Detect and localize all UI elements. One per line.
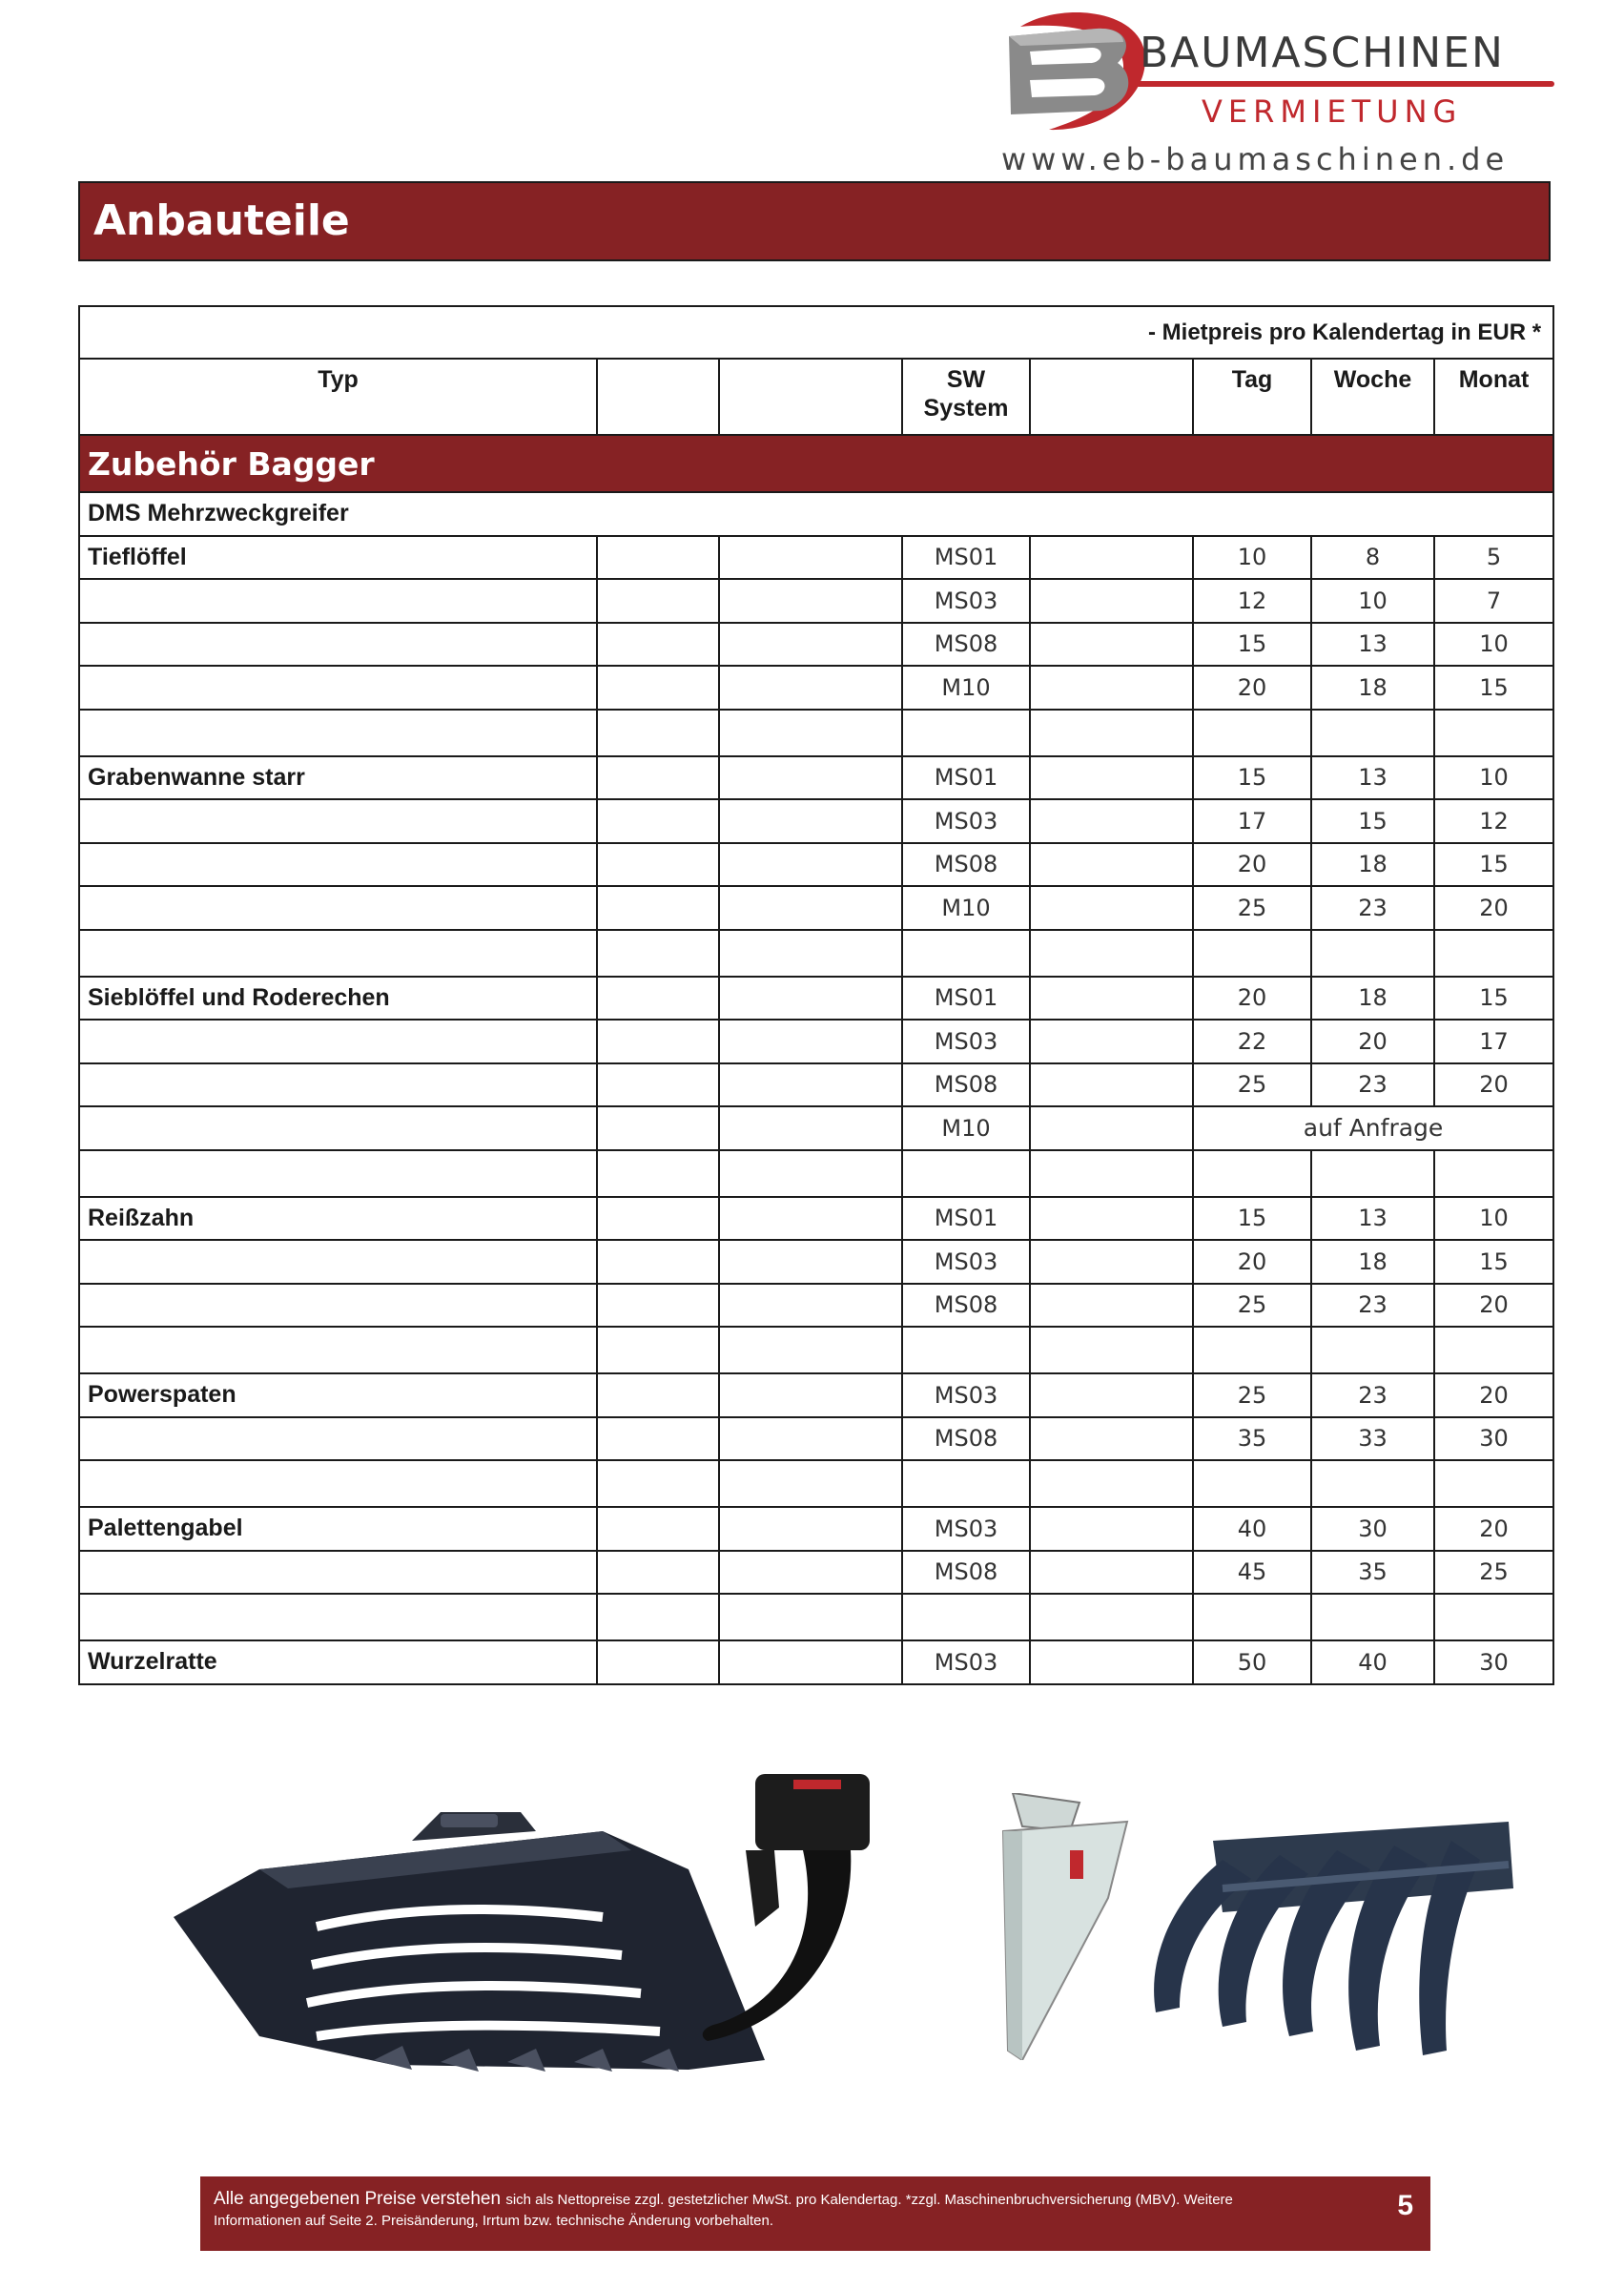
cell-empty: [597, 1640, 719, 1684]
cell-system: [902, 710, 1030, 756]
cell-empty: [597, 1551, 719, 1595]
cell-price-woche: [1311, 1327, 1434, 1373]
cell-empty: [1030, 536, 1193, 580]
cell-empty: [597, 1327, 719, 1373]
table-row: [79, 756, 1553, 800]
table-row-spacer: [79, 1327, 1553, 1373]
cell-price-monat: 10: [1434, 623, 1553, 667]
cell-empty: [719, 1507, 902, 1551]
cell-price-woche: 35: [1311, 1551, 1434, 1595]
cell-type: [79, 1063, 597, 1107]
cell-empty: [719, 1284, 902, 1328]
cell-empty: [719, 666, 902, 710]
company-logo: [992, 8, 1564, 175]
cell-system: MS08: [902, 1063, 1030, 1107]
brand-name-top: BAUMASCHINEN: [1140, 29, 1505, 77]
cell-type: [79, 1106, 597, 1150]
cell-price-woche: [1311, 1150, 1434, 1197]
cell-system: MS03: [902, 799, 1030, 843]
cell-empty: [1030, 977, 1193, 1021]
cell-price-tag: 20: [1193, 666, 1311, 710]
cell-empty: [597, 1460, 719, 1507]
cell-empty: [719, 623, 902, 667]
cell-empty: [719, 1640, 902, 1684]
cell-price-tag: 45: [1193, 1551, 1311, 1595]
cell-type: Powerspaten: [79, 1373, 597, 1417]
cell-empty: [1030, 930, 1193, 977]
cell-empty: [1030, 1417, 1193, 1461]
table-row: [79, 843, 1553, 887]
cell-empty: [597, 886, 719, 930]
cell-empty: [597, 1197, 719, 1241]
cell-system: M10: [902, 1106, 1030, 1150]
cell-system: M10: [902, 666, 1030, 710]
cell-empty: [719, 977, 902, 1021]
cell-empty: [597, 1020, 719, 1063]
cell-type: [79, 579, 597, 623]
cell-empty: [597, 977, 719, 1021]
cell-price-woche: 20: [1311, 1020, 1434, 1063]
cell-price-monat: 20: [1434, 1507, 1553, 1551]
cell-price-monat: 20: [1434, 1373, 1553, 1417]
cell-empty: [719, 1594, 902, 1640]
header-woche: Woche: [1311, 359, 1434, 435]
cell-empty: [719, 1417, 902, 1461]
cell-system: MS08: [902, 623, 1030, 667]
table-row: [79, 623, 1553, 667]
cell-price-woche: 10: [1311, 579, 1434, 623]
section-row: [79, 435, 1553, 492]
cell-system: MS01: [902, 977, 1030, 1021]
cell-price-tag: 20: [1193, 843, 1311, 887]
cell-price-monat: 15: [1434, 666, 1553, 710]
section-title: Zubehör Bagger: [79, 435, 1553, 492]
page-number: 5: [1397, 2190, 1413, 2221]
cell-empty: [1030, 1640, 1193, 1684]
cell-price-tag: 22: [1193, 1020, 1311, 1063]
table-row: [79, 1373, 1553, 1417]
cell-price-tag: 17: [1193, 799, 1311, 843]
cell-price-monat: 5: [1434, 536, 1553, 580]
cell-empty: [597, 1063, 719, 1107]
sieve-bucket-image: [154, 1812, 765, 2079]
price-note: - Mietpreis pro Kalendertag in EUR *: [79, 306, 1553, 359]
cell-empty: [597, 1373, 719, 1417]
cell-system: MS03: [902, 1640, 1030, 1684]
cell-empty: [1030, 1551, 1193, 1595]
cell-price-monat: 15: [1434, 1240, 1553, 1284]
table-row: [79, 1020, 1553, 1063]
cell-system: MS08: [902, 1284, 1030, 1328]
cell-type: [79, 623, 597, 667]
table-row: [79, 536, 1553, 580]
cell-empty: [719, 1150, 902, 1197]
cell-type: [79, 1284, 597, 1328]
cell-empty: [719, 1460, 902, 1507]
cell-price-monat: 15: [1434, 977, 1553, 1021]
cell-on-request: auf Anfrage: [1193, 1106, 1553, 1150]
cell-system: [902, 1327, 1030, 1373]
cell-type: [79, 1594, 597, 1640]
cell-price-monat: 20: [1434, 1284, 1553, 1328]
cell-system: [902, 1150, 1030, 1197]
cell-empty: [1030, 1507, 1193, 1551]
cell-system: MS03: [902, 1507, 1030, 1551]
cell-empty: [719, 1020, 902, 1063]
cell-system: MS01: [902, 536, 1030, 580]
cell-empty: [719, 1551, 902, 1595]
brand-divider: [1135, 81, 1554, 87]
cell-price-monat: 30: [1434, 1640, 1553, 1684]
cell-price-tag: [1193, 1150, 1311, 1197]
cell-empty: [719, 1063, 902, 1107]
cell-empty: [597, 1106, 719, 1150]
table-row: [79, 1106, 1553, 1150]
cell-empty: [1030, 710, 1193, 756]
cell-empty: [1030, 886, 1193, 930]
table-row-spacer: [79, 930, 1553, 977]
cell-system: MS08: [902, 1417, 1030, 1461]
cell-price-woche: 23: [1311, 886, 1434, 930]
cell-empty: [719, 843, 902, 887]
cell-price-monat: [1434, 1594, 1553, 1640]
cell-system: MS01: [902, 756, 1030, 800]
cell-price-tag: 15: [1193, 1197, 1311, 1241]
cell-type: [79, 843, 597, 887]
cell-price-tag: 10: [1193, 536, 1311, 580]
cell-price-woche: 13: [1311, 623, 1434, 667]
cell-price-monat: [1434, 1460, 1553, 1507]
header-sw-system: SW System: [902, 359, 1030, 435]
cell-system: MS03: [902, 1020, 1030, 1063]
table-row-spacer: [79, 1594, 1553, 1640]
cell-price-tag: [1193, 1594, 1311, 1640]
table-row: [79, 1640, 1553, 1684]
cell-price-monat: 12: [1434, 799, 1553, 843]
cell-price-monat: 7: [1434, 579, 1553, 623]
cell-price-tag: [1193, 1460, 1311, 1507]
table-row-spacer: [79, 710, 1553, 756]
table-row: [79, 1507, 1553, 1551]
footer-text: [214, 2189, 1310, 2232]
cell-type: [79, 799, 597, 843]
cell-price-woche: [1311, 710, 1434, 756]
cell-type: [79, 1150, 597, 1197]
cell-empty: [597, 843, 719, 887]
ripper-tooth-image: [689, 1774, 879, 2060]
price-note-row: [79, 306, 1553, 359]
cell-system: [902, 1594, 1030, 1640]
cell-empty: [719, 579, 902, 623]
cell-empty: [1030, 1327, 1193, 1373]
cell-type: [79, 1417, 597, 1461]
cell-price-woche: 13: [1311, 1197, 1434, 1241]
table-row: [79, 1284, 1553, 1328]
cell-price-woche: 40: [1311, 1640, 1434, 1684]
cell-type: [79, 666, 597, 710]
page-title: Anbauteile: [93, 196, 350, 245]
cell-system: MS08: [902, 1551, 1030, 1595]
cell-empty: [719, 799, 902, 843]
header-typ: Typ: [79, 359, 597, 435]
table-row: [79, 1240, 1553, 1284]
eb-logo-icon: [992, 8, 1149, 136]
table-row: [79, 666, 1553, 710]
cell-price-monat: 15: [1434, 843, 1553, 887]
cell-empty: [1030, 1063, 1193, 1107]
header-monat: Monat: [1434, 359, 1553, 435]
table-row: [79, 1197, 1553, 1241]
cell-empty: [1030, 1594, 1193, 1640]
root-rake-image: [1137, 1822, 1518, 2070]
cell-price-monat: 10: [1434, 756, 1553, 800]
cell-system: MS03: [902, 1373, 1030, 1417]
cell-system: MS08: [902, 843, 1030, 887]
brand-url: www.eb-baumaschinen.de: [1001, 141, 1510, 177]
cell-empty: [719, 1327, 902, 1373]
cell-empty: [1030, 1240, 1193, 1284]
cell-empty: [597, 1150, 719, 1197]
group-title: DMS Mehrzweckgreifer: [79, 492, 1553, 536]
cell-empty: [597, 536, 719, 580]
header-empty-3: [1030, 359, 1193, 435]
cell-price-tag: 15: [1193, 623, 1311, 667]
price-table: [78, 305, 1554, 1685]
cell-type: Wurzelratte: [79, 1640, 597, 1684]
cell-system: [902, 1460, 1030, 1507]
cell-empty: [719, 886, 902, 930]
brand-name-bottom: VERMIETUNG: [1202, 93, 1463, 130]
cell-empty: [597, 1507, 719, 1551]
cell-price-tag: 20: [1193, 1240, 1311, 1284]
cell-empty: [1030, 1150, 1193, 1197]
cell-type: [79, 886, 597, 930]
cell-price-woche: [1311, 930, 1434, 977]
cell-type: [79, 1240, 597, 1284]
page-title-bar: [78, 181, 1551, 261]
cell-empty: [597, 623, 719, 667]
cell-price-tag: [1193, 1327, 1311, 1373]
cell-system: MS03: [902, 579, 1030, 623]
footer-bar: [200, 2176, 1430, 2251]
cell-empty: [597, 1417, 719, 1461]
cell-empty: [1030, 1373, 1193, 1417]
cell-price-woche: 18: [1311, 977, 1434, 1021]
cell-system: MS01: [902, 1197, 1030, 1241]
cell-price-tag: 15: [1193, 756, 1311, 800]
cell-price-monat: [1434, 1150, 1553, 1197]
cell-type: [79, 930, 597, 977]
cell-empty: [719, 1106, 902, 1150]
cell-empty: [719, 1197, 902, 1241]
cell-empty: [719, 756, 902, 800]
table-row: [79, 799, 1553, 843]
cell-empty: [597, 930, 719, 977]
cell-type: [79, 710, 597, 756]
cell-empty: [1030, 756, 1193, 800]
cell-price-woche: 8: [1311, 536, 1434, 580]
cell-price-woche: 23: [1311, 1063, 1434, 1107]
cell-price-monat: [1434, 1327, 1553, 1373]
cell-price-woche: 18: [1311, 1240, 1434, 1284]
cell-price-tag: [1193, 930, 1311, 977]
cell-empty: [597, 799, 719, 843]
cell-type: [79, 1551, 597, 1595]
cell-system: MS03: [902, 1240, 1030, 1284]
table-row-spacer: [79, 1460, 1553, 1507]
cell-price-tag: 12: [1193, 579, 1311, 623]
table-row: [79, 886, 1553, 930]
cell-price-tag: 40: [1193, 1507, 1311, 1551]
cell-type: Grabenwanne starr: [79, 756, 597, 800]
footer-body: sich als Nettopreise zzgl. gestetzlicher MwSt. pro Kalendertag. *zzgl. Maschinenbruchversicherung (MBV). Weitere Informationen auf Seite 2. Preisänderung, Irrtum bzw. technische Änderung vorbehalten.: [214, 2192, 1233, 2229]
cell-price-monat: 20: [1434, 886, 1553, 930]
cell-empty: [719, 710, 902, 756]
cell-price-monat: 10: [1434, 1197, 1553, 1241]
product-images: [78, 1774, 1552, 2089]
table-row: [79, 977, 1553, 1021]
table-row: [79, 1417, 1553, 1461]
cell-price-woche: [1311, 1460, 1434, 1507]
cell-empty: [1030, 843, 1193, 887]
cell-price-tag: 25: [1193, 1063, 1311, 1107]
cell-empty: [1030, 1106, 1193, 1150]
cell-type: [79, 1327, 597, 1373]
footer-lead: Alle angegebenen Preise verstehen: [214, 2189, 506, 2209]
power-spade-image: [965, 1793, 1137, 2060]
cell-price-monat: 25: [1434, 1551, 1553, 1595]
cell-empty: [1030, 623, 1193, 667]
cell-type: Sieblöffel und Roderechen: [79, 977, 597, 1021]
cell-empty: [597, 666, 719, 710]
cell-system: M10: [902, 886, 1030, 930]
cell-price-tag: [1193, 710, 1311, 756]
cell-price-woche: 18: [1311, 843, 1434, 887]
table-header-row: [79, 359, 1553, 435]
cell-price-woche: 18: [1311, 666, 1434, 710]
cell-empty: [597, 756, 719, 800]
cell-empty: [1030, 1020, 1193, 1063]
cell-price-woche: 15: [1311, 799, 1434, 843]
cell-price-monat: [1434, 930, 1553, 977]
cell-empty: [1030, 799, 1193, 843]
cell-empty: [597, 579, 719, 623]
cell-empty: [597, 1284, 719, 1328]
cell-price-tag: 25: [1193, 1373, 1311, 1417]
cell-empty: [719, 1373, 902, 1417]
cell-price-tag: 35: [1193, 1417, 1311, 1461]
group-row: [79, 492, 1553, 536]
cell-type: [79, 1020, 597, 1063]
cell-type: Tieflöffel: [79, 536, 597, 580]
cell-price-woche: [1311, 1594, 1434, 1640]
cell-empty: [719, 930, 902, 977]
cell-price-woche: 33: [1311, 1417, 1434, 1461]
cell-price-tag: 20: [1193, 977, 1311, 1021]
cell-type: Palettengabel: [79, 1507, 597, 1551]
cell-system: [902, 930, 1030, 977]
cell-price-monat: [1434, 710, 1553, 756]
cell-empty: [1030, 666, 1193, 710]
cell-empty: [597, 710, 719, 756]
cell-empty: [719, 536, 902, 580]
cell-type: [79, 1460, 597, 1507]
cell-empty: [1030, 579, 1193, 623]
cell-empty: [1030, 1284, 1193, 1328]
cell-type: Reißzahn: [79, 1197, 597, 1241]
cell-empty: [1030, 1197, 1193, 1241]
header-empty-1: [597, 359, 719, 435]
cell-price-monat: 20: [1434, 1063, 1553, 1107]
cell-empty: [1030, 1460, 1193, 1507]
cell-empty: [597, 1240, 719, 1284]
cell-price-tag: 25: [1193, 886, 1311, 930]
cell-price-woche: 13: [1311, 756, 1434, 800]
header-empty-2: [719, 359, 902, 435]
cell-empty: [719, 1240, 902, 1284]
table-row: [79, 579, 1553, 623]
table-row-spacer: [79, 1150, 1553, 1197]
table-row: [79, 1551, 1553, 1595]
cell-price-woche: 23: [1311, 1284, 1434, 1328]
cell-empty: [597, 1594, 719, 1640]
cell-price-tag: 25: [1193, 1284, 1311, 1328]
cell-price-monat: 30: [1434, 1417, 1553, 1461]
cell-price-tag: 50: [1193, 1640, 1311, 1684]
cell-price-woche: 30: [1311, 1507, 1434, 1551]
cell-price-monat: 17: [1434, 1020, 1553, 1063]
header-tag: Tag: [1193, 359, 1311, 435]
table-row: [79, 1063, 1553, 1107]
cell-price-woche: 23: [1311, 1373, 1434, 1417]
